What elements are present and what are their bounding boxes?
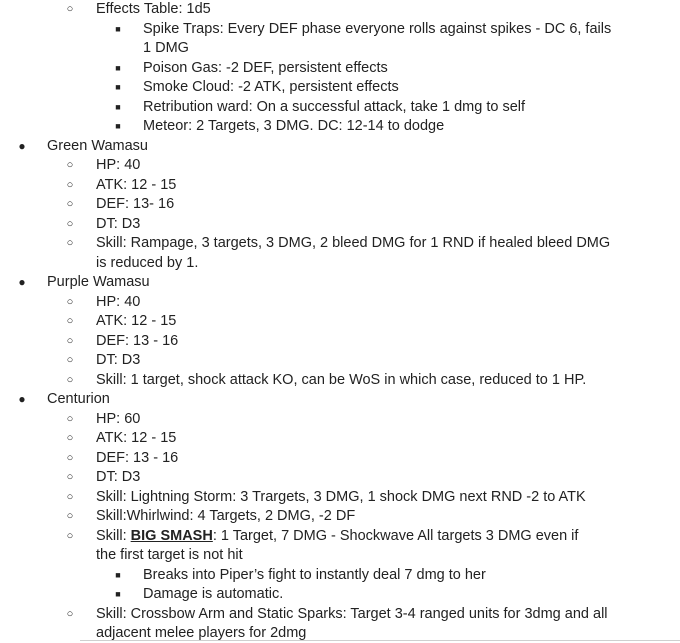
effect-item-bullet: ■ bbox=[115, 82, 121, 92]
effect-item-line: 1 DMG bbox=[143, 40, 189, 56]
effect-item-bullet: ■ bbox=[115, 121, 121, 131]
big-smash-note: Breaks into Piper’s fight to instantly deal 7 dmg to her bbox=[143, 566, 486, 583]
enemy-stat-line: Skill: Lightning Storm: 3 Trargets, 3 DMG, 1 shock DMG next RND -2 to ATK bbox=[96, 488, 586, 505]
crossbow-skill-line: Skill: Crossbow Arm and Static Sparks: Target 3-4 ranged units for 3dmg and all bbox=[96, 605, 608, 622]
big-smash-title: BIG SMASH bbox=[130, 527, 213, 544]
effect-item-bullet: ■ bbox=[115, 62, 121, 73]
enemy-stat-line: DEF: 13 - 16 bbox=[96, 449, 179, 466]
big-smash-description: : 1 Target, 7 DMG - Shockwave All targets 3 DMG even if bbox=[212, 527, 579, 544]
enemy-stat-bullet: ○ bbox=[66, 432, 74, 444]
big-smash-skill-line bbox=[96, 527, 578, 546]
enemy-stat-bullet: ○ bbox=[66, 334, 74, 347]
enemy-name: Green Wamasu bbox=[47, 137, 148, 154]
enemy-stat-bullet: ○ bbox=[66, 510, 74, 522]
enemy-stat-bullet: ○ bbox=[66, 198, 74, 210]
enemy-stat-bullet: ○ bbox=[66, 237, 74, 249]
enemy-stat-line: DEF: 13- 16 bbox=[96, 196, 175, 212]
enemy-stat-line: ATK: 12 - 15 bbox=[96, 313, 177, 329]
enemy-stat-line: Skill: 1 target, shock attack KO, can be WoS in which case, reduced to 1 HP. bbox=[96, 371, 587, 388]
enemy-stat-line: Skill: Rampage, 3 targets, 3 DMG, 2 bleed DMG for 1 RND if healed bleed DMG bbox=[96, 235, 611, 251]
effect-item-bullet: ■ bbox=[115, 23, 121, 34]
enemy-stat-line: Skill:Whirlwind: 4 Targets, 2 DMG, -2 DF bbox=[96, 508, 356, 524]
enemy-stat-bullet: ○ bbox=[66, 471, 74, 483]
enemy-stat-line: ATK: 12 - 15 bbox=[96, 430, 177, 446]
enemy-stat-bullet: ○ bbox=[66, 159, 74, 171]
enemy-name: Purple Wamasu bbox=[47, 274, 150, 290]
enemy-stat-bullet: ○ bbox=[66, 354, 74, 366]
effects-table-bullet: ○ bbox=[66, 3, 74, 15]
effect-item-line: Retribution ward: On a successful attack, take 1 dmg to self bbox=[143, 98, 526, 115]
big-smash-note: Damage is automatic. bbox=[143, 586, 284, 602]
effect-item-bullet: ■ bbox=[115, 101, 121, 112]
enemy-stat-bullet: ○ bbox=[66, 295, 74, 308]
enemy-bullet: ● bbox=[18, 138, 26, 153]
big-smash-skill-line: the first target is not hit bbox=[96, 547, 243, 563]
enemy-stat-line: DEF: 13 - 16 bbox=[96, 332, 179, 349]
enemy-stat-line: HP: 60 bbox=[96, 410, 141, 427]
enemy-stat-bullet: ○ bbox=[66, 412, 74, 425]
enemy-stat-line: DT: D3 bbox=[96, 352, 141, 368]
enemy-stat-line: is reduced by 1. bbox=[96, 254, 199, 271]
enemy-stat-line: DT: D3 bbox=[96, 215, 141, 232]
effect-item-line: Poison Gas: -2 DEF, persistent effects bbox=[143, 59, 388, 76]
enemy-stat-bullet: ○ bbox=[66, 451, 74, 464]
big-smash-note-bullet: ■ bbox=[115, 569, 121, 580]
enemy-stat-line: HP: 40 bbox=[96, 293, 141, 310]
enemy-stat-bullet: ○ bbox=[66, 178, 74, 191]
enemy-stat-bullet: ○ bbox=[66, 490, 74, 503]
effects-table-label: Effects Table: 1d5 bbox=[96, 1, 211, 17]
enemy-bullet: ● bbox=[18, 392, 26, 406]
enemy-name: Centurion bbox=[47, 391, 110, 407]
crossbow-skill-line: adjacent melee players for 2dmg bbox=[96, 625, 307, 641]
enemy-stat-line: ATK: 12 - 15 bbox=[96, 176, 177, 193]
enemy-stat-line: DT: D3 bbox=[96, 469, 141, 485]
crossbow-skill-bullet: ○ bbox=[66, 607, 74, 620]
big-smash-skill-bullet: ○ bbox=[66, 529, 74, 542]
enemy-stat-bullet: ○ bbox=[66, 217, 74, 230]
enemy-stat-bullet: ○ bbox=[66, 373, 74, 386]
effect-item-line: Smoke Cloud: -2 ATK, persistent effects bbox=[143, 79, 399, 95]
enemy-stat-bullet: ○ bbox=[66, 315, 74, 327]
effect-item-line: Spike Traps: Every DEF phase everyone rolls against spikes - DC 6, fails bbox=[143, 20, 612, 37]
enemy-stat-line: HP: 40 bbox=[96, 157, 141, 173]
big-smash-note-bullet: ■ bbox=[115, 589, 121, 599]
enemy-bullet: ● bbox=[18, 275, 26, 289]
effect-item-line: Meteor: 2 Targets, 3 DMG. DC: 12-14 to dodge bbox=[143, 118, 445, 134]
big-smash-prefix: Skill: bbox=[96, 527, 131, 544]
